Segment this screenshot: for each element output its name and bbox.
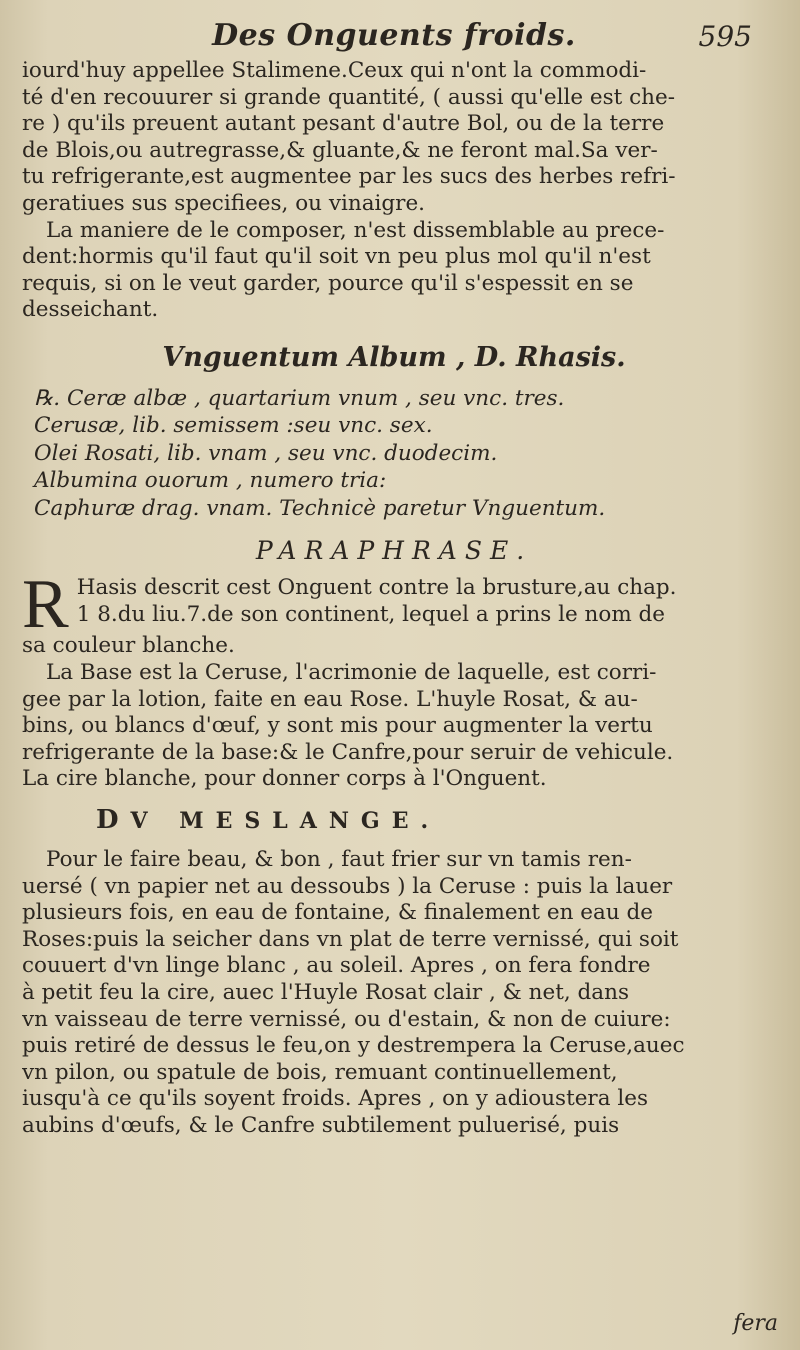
text-line: iusqu'à ce qu'ils soyent froids. Apres , on y adioustera les: [22, 1086, 648, 1112]
text-line: de Blois,ou autregrasse,& gluante,& ne feront mal.Sa ver-: [22, 137, 658, 163]
intro-paragraph: [22, 58, 766, 218]
text-line: plusieurs fois, en eau de fontaine, & finalement en eau de: [22, 900, 653, 926]
text-line: Roses:puis la seicher dans vn plat de terre vernissé, qui soit: [22, 926, 679, 952]
base-paragraph: [22, 660, 766, 793]
meslange-heading: [96, 805, 766, 835]
text-line: té d'en recouurer si grande quantité, ( aussi qu'elle est che-: [22, 84, 675, 110]
text-line: re ) qu'ils preuent autant pesant d'autre Bol, ou de la terre: [22, 111, 665, 137]
text-line: tu refrigerante,est augmentee par les sucs des herbes refri-: [22, 164, 676, 190]
text-line: desseichant.: [22, 297, 159, 323]
text-line: vn vaisseau de terre vernissé, ou d'estain, & non de cuiure:: [22, 1006, 671, 1032]
recipe-line: Albumina ouorum , numero tria:: [34, 468, 387, 494]
heading-rest: V MESLANGE.: [130, 808, 441, 834]
meslange-paragraph: [22, 847, 766, 1140]
recipe-title: Vnguentum Album , D. Rhasis.: [162, 341, 626, 373]
recipe-list: [22, 385, 766, 523]
text-line: La Base est la Ceruse, l'acrimonie de laquelle, est corri-: [46, 660, 657, 686]
page-number: 595: [698, 20, 752, 53]
paraphrase-paragraph: [22, 566, 766, 660]
text-line: sa couleur blanche.: [22, 633, 235, 659]
text-line: dent:hormis qu'il faut qu'il soit vn peu plus mol qu'il n'est: [22, 244, 651, 270]
text-line: puis retiré de dessus le feu,on y destrempera la Ceruse,auec: [22, 1033, 685, 1059]
text-line: 1 8.du liu.7.de son continent, lequel a prins le nom de: [76, 602, 666, 628]
text-line: iourd'huy appellee Stalimene.Ceux qui n'ont la commodi-: [22, 58, 647, 83]
text-line: uersé ( vn papier net au dessoubs ) la Ceruse : puis la lauer: [22, 873, 673, 899]
text-line: à petit feu la cire, auec l'Huyle Rosat clair , & net, dans: [22, 979, 629, 1005]
text-line: bins, ou blancs d'œuf, y sont mis pour augmenter la vertu: [22, 713, 653, 739]
text-line: La maniere de le composer, n'est dissemblable au prece-: [46, 217, 665, 243]
page-header: [22, 14, 766, 58]
recipe-line: Cerusæ, lib. semissem :seu vnc. sex.: [34, 413, 433, 439]
text-line: aubins d'œufs, & le Canfre subtilement puluerisé, puis: [22, 1112, 620, 1138]
recipe-line: Caphuræ drag. vnam. Technicè paretur Vnguentum.: [34, 495, 606, 521]
text-line: Pour le faire beau, & bon , faut frier sur vn tamis ren-: [46, 847, 632, 872]
catchword: fera: [733, 1311, 778, 1336]
text-line: gee par la lotion, faite en eau Rose. L'huyle Rosat, & au-: [22, 686, 638, 712]
recipe-line: Olei Rosati, lib. vnam , seu vnc. duodecim.: [34, 440, 498, 466]
heading-initial: D: [96, 805, 131, 835]
text-line: couuert d'vn linge blanc , au soleil. Apres , on fera fondre: [22, 953, 651, 979]
recipe-line: ℞. Ceræ albæ , quartarium vnum , seu vnc. tres.: [34, 385, 565, 411]
running-title: Des Onguents froids.: [212, 18, 576, 53]
text-line: refrigerante de la base:& le Canfre,pour seruir de vehicule.: [22, 739, 674, 765]
paraphrase-heading: PARAPHRASE.: [255, 536, 533, 566]
text-line: La cire blanche, pour donner corps à l'Onguent.: [22, 766, 547, 792]
text-line: requis, si on le veut garder, pource qu'il s'espessit en se: [22, 270, 634, 296]
text-line: geratiues sus specifiees, ou vinaigre.: [22, 190, 425, 216]
composition-paragraph: [22, 218, 766, 324]
text-line: vn pilon, ou spatule de bois, remuant continuellement,: [22, 1059, 618, 1085]
drop-cap: R: [22, 566, 69, 644]
text-line: Hasis descrit cest Onguent contre la brusture,au chap.: [76, 575, 677, 601]
